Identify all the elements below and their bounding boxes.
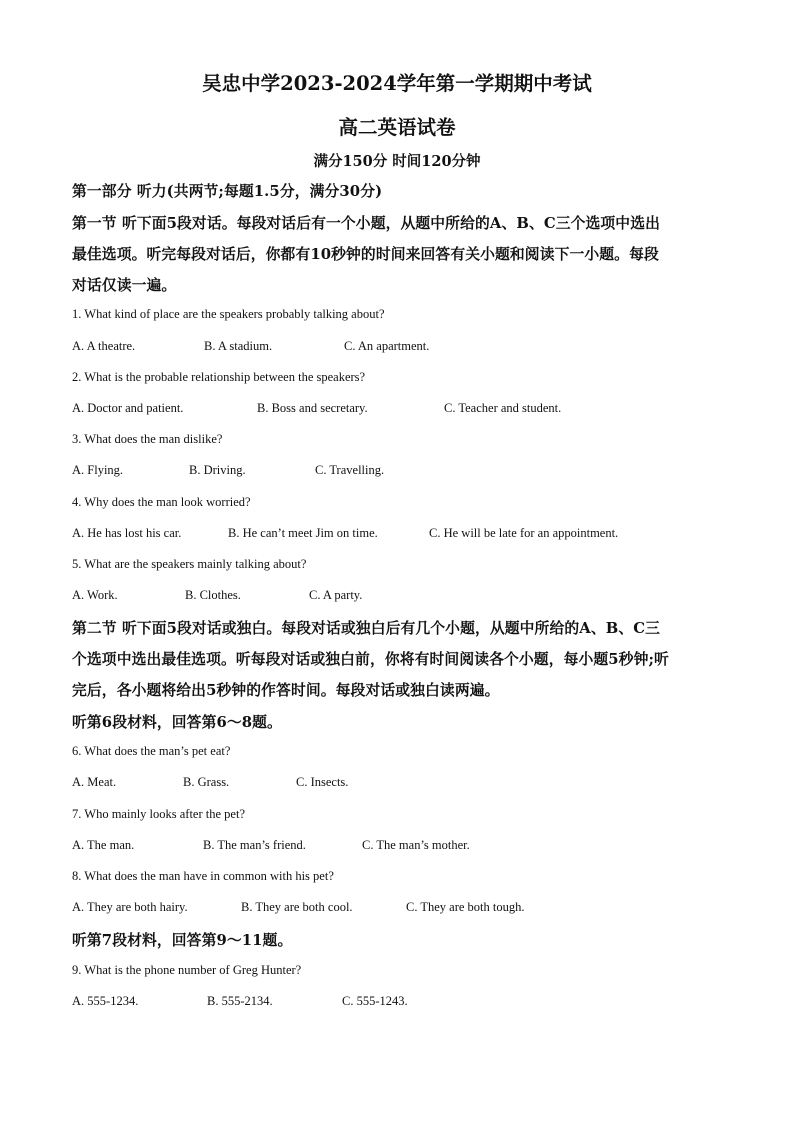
option-c: C. Insects. xyxy=(296,775,349,789)
question-text: 8. What does the man have in common with his pet? xyxy=(72,869,334,883)
option-c: C. Teacher and student. xyxy=(444,401,562,415)
question-text: 9. What is the phone number of Greg Hunter? xyxy=(72,963,302,977)
option-c: C. Travelling. xyxy=(315,463,385,477)
question-text: 7. Who mainly looks after the pet? xyxy=(72,807,245,821)
section1-instruction-line: 第一节 听下面5段对话。每段对话后有一个小题，从题中所给的A、B、C三个选项中选出 xyxy=(72,215,661,232)
option-c: C. A party. xyxy=(309,588,363,602)
option-a: A. Flying. xyxy=(72,463,124,477)
question-text: 5. What are the speakers mainly talking about? xyxy=(72,557,307,571)
option-a: A. A theatre. xyxy=(72,339,136,353)
option-b: B. The man’s friend. xyxy=(203,838,306,852)
option-b: B. Grass. xyxy=(183,775,230,789)
exam-title: 吴忠中学2023-2024学年第一学期期中考试 xyxy=(202,72,592,95)
option-c: C. He will be late for an appointment. xyxy=(429,526,619,540)
question-text: 4. Why does the man look worried? xyxy=(72,495,251,509)
option-b: B. Clothes. xyxy=(185,588,241,602)
option-a: A. 555-1234. xyxy=(72,994,139,1008)
exam-subtitle: 高二英语试卷 xyxy=(338,116,456,139)
option-b: B. Boss and secretary. xyxy=(257,401,368,415)
section2-instruction-line: 第二节 听下面5段对话或独白。每段对话或独白后有几个小题，从题中所给的A、B、C三 xyxy=(72,620,661,637)
exam-meta: 满分150分 时间120分钟 xyxy=(313,153,481,170)
option-a: A. Work. xyxy=(72,588,118,602)
part1-heading: 第一部分 听力(共两节;每题1.5分，满分30分) xyxy=(72,183,383,200)
option-b: B. They are both cool. xyxy=(241,900,353,914)
option-a: A. Meat. xyxy=(72,775,117,789)
material-7-heading: 听第7段材料，回答第9～11题。 xyxy=(72,932,293,949)
section2-instruction-line: 完后，各小题将给出5秒钟的作答时间。每段对话或独白读两遍。 xyxy=(72,682,500,699)
option-b: B. Driving. xyxy=(189,463,246,477)
option-c: C. They are both tough. xyxy=(406,900,525,914)
option-a: A. Doctor and patient. xyxy=(72,401,184,415)
option-c: C. 555-1243. xyxy=(342,994,408,1008)
section1-instruction-line: 对话仅读一遍。 xyxy=(72,277,177,294)
option-a: A. He has lost his car. xyxy=(72,526,182,540)
section1-instruction-line: 最佳选项。听完每段对话后，你都有10秒钟的时间来回答有关小题和阅读下一小题。每段 xyxy=(72,246,659,263)
option-a: A. They are both hairy. xyxy=(72,900,188,914)
question-text: 2. What is the probable relationship between the speakers? xyxy=(72,370,366,384)
question-text: 6. What does the man’s pet eat? xyxy=(72,744,231,758)
option-c: C. An apartment. xyxy=(344,339,430,353)
option-c: C. The man’s mother. xyxy=(362,838,470,852)
section2-instruction-line: 个选项中选出最佳选项。听每段对话或独白前，你将有时间阅读各个小题，每小题5秒钟;听 xyxy=(72,651,669,668)
option-b: B. 555-2134. xyxy=(207,994,273,1008)
material-6-heading: 听第6段材料，回答第6～8题。 xyxy=(72,714,282,731)
option-a: A. The man. xyxy=(72,838,135,852)
option-b: B. He can’t meet Jim on time. xyxy=(228,526,378,540)
question-text: 1. What kind of place are the speakers probably talking about? xyxy=(72,307,385,321)
question-text: 3. What does the man dislike? xyxy=(72,432,223,446)
option-b: B. A stadium. xyxy=(204,339,273,353)
